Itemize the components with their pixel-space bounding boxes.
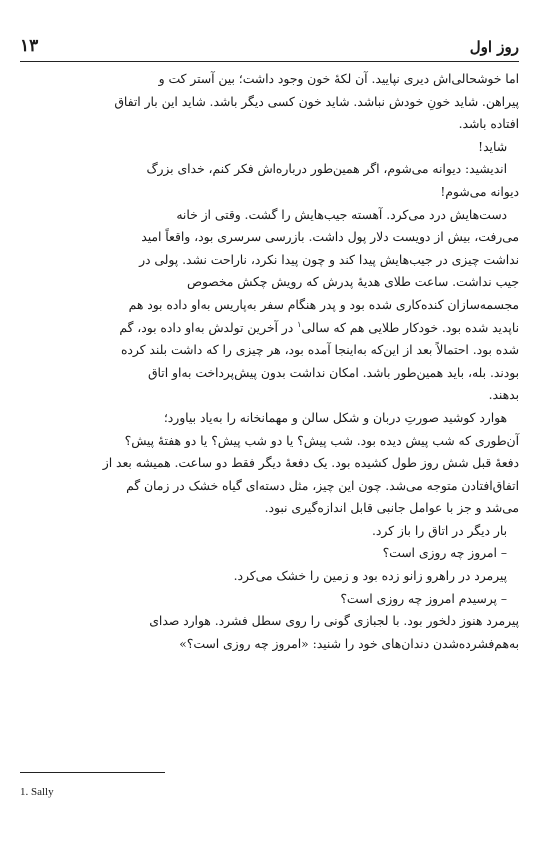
text-line: افتاده باشد. [458, 117, 519, 132]
page-header [20, 36, 519, 62]
text-line: می‌رفت، بیش از دویست دلار پول داشت. بازرسی سرسری بود، واقعاً امید [141, 230, 519, 245]
text-line: دفعهٔ قبل شش روز طول کشیده بود. یک دفعهٔ دیگر فقط دو ساعت. همیشه بعد از [102, 456, 519, 471]
text-line: بدهند. [488, 388, 519, 403]
footnote: 1. Sally [20, 786, 54, 798]
text-line: – پرسیدم امروز چه روزی است؟ [340, 591, 507, 606]
text-line: پیرمرد در راهرو زانو زده بود و زمین را خشک می‌کرد. [233, 569, 507, 584]
text-line: به‌هم‌فشرده‌شدن دندان‌های خود را شنید: «امروز چه روزی است؟» [179, 636, 519, 651]
text-line: جیب نداشت. ساعت طلای هدیهٔ پدرش که رویش چکش مخصوص [186, 275, 519, 290]
text-line: دست‌هایش درد می‌کرد. آهسته جیب‌هایش را گشت. وقتی از خانه [176, 207, 507, 222]
text-line: اندیشید: دیوانه می‌شوم، اگر همین‌طور درباره‌اش فکر کنم، خدای بزرگ [146, 162, 507, 177]
body-text [20, 68, 519, 655]
header-rule [20, 61, 519, 62]
text-line [20, 317, 519, 340]
text-line: دیوانه می‌شوم! [440, 184, 519, 199]
text-segment: در آخرین تولدش به‌او داده بود، گم [119, 320, 298, 335]
text-line: مجسمه‌سازان کنده‌کاری شده بود و پدر هنگام سفر به‌پاریس به‌او داده بود هم [128, 297, 519, 312]
text-line: شده بود. احتمالاً بعد از این‌که به‌اینجا آمده بود، هر چیزی را که داشت بلند کرده [120, 343, 519, 358]
text-line: بار دیگر در اتاق را باز کرد. [371, 523, 507, 538]
footnote-marker: ۱ [297, 319, 302, 329]
text-line: پیراهن. شاید خونِ خودش نباشد. شاید خون کسی دیگر باشد. شاید این بار اتفاق [114, 94, 519, 109]
text-line: – امروز چه روزی است؟ [382, 546, 507, 561]
text-line: اتفاق‌افتادن متوجه می‌شد. چون این چیز، مثل دسته‌ای گیاه خشک در زمان گم [126, 478, 519, 493]
text-line: نداشت چیزی در جیب‌هایش پیدا کند و چون پیدا نکرد، ناراحت نشد. پولی در [139, 252, 519, 267]
text-segment: ناپدید شده بود. خودکار طلایی هم که سالی [301, 320, 519, 335]
footnote-rule [20, 772, 165, 773]
text-line: آن‌طوری که شب پیش دیده بود. شب پیش؟ یا دو شب پیش؟ یا دو هفتهٔ پیش؟ [124, 433, 519, 448]
text-line: هوارد کوشید صورتِ دربان و شکل سالن و مهمانخانه را به‌یاد بیاورد؛ [163, 410, 507, 425]
running-title: روز اول [469, 38, 519, 56]
text-line: می‌شد و جز با عوامل جانبی قابل اندازه‌گیری نبود. [264, 501, 519, 516]
text-line: اما خوشحالی‌اش دیری نپایید. آن لکهٔ خون وجود داشت؛ بین آستر کت و [158, 72, 519, 86]
page-number: ۱۳ [20, 36, 39, 56]
text-line: شاید! [478, 139, 507, 154]
text-line: پیرمرد هنوز دلخور بود. با لجبازی گونی را روی سطل فشرد. هوارد صدای [149, 614, 519, 629]
text-line: بودند. بله، باید همین‌طور باشد. امکان نداشت بدون پیش‌پرداخت به‌او اتاق [148, 365, 519, 380]
